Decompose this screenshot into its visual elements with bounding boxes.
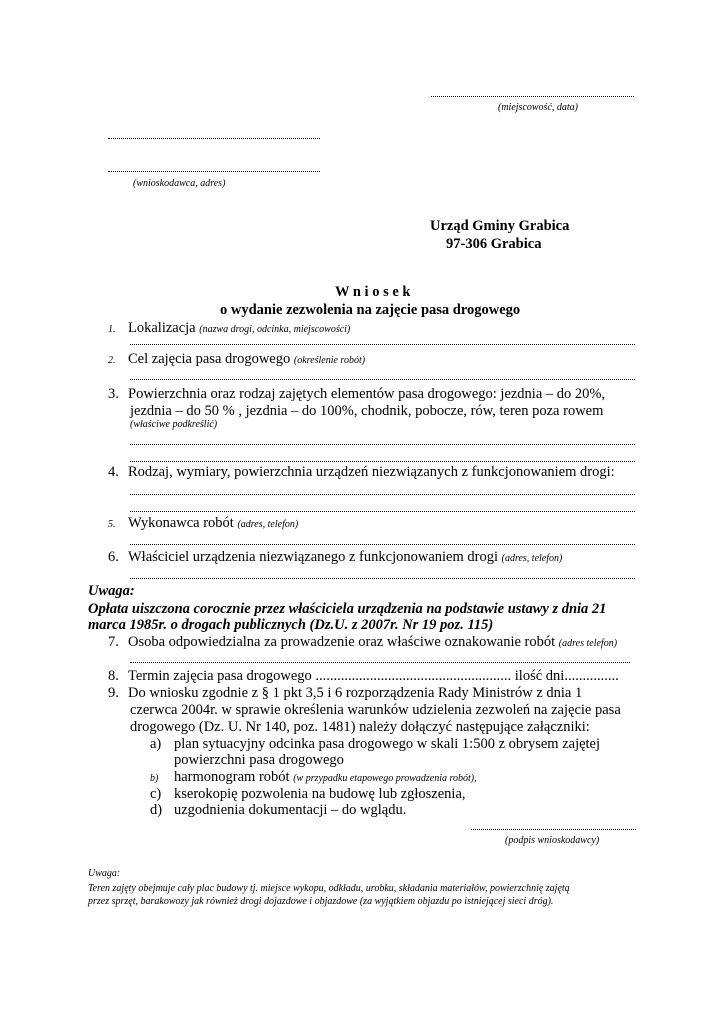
place-date-caption: (miejscowość, data) (498, 102, 578, 113)
item-1 (108, 320, 350, 337)
attachment-d-letter: d) (150, 802, 163, 818)
uwaga-label: Uwaga: (88, 583, 135, 599)
item-2 (108, 351, 365, 368)
item-5-label: Wykonawca robót (128, 515, 234, 531)
item-3 (108, 386, 605, 403)
item-4-number: 4. (108, 464, 119, 480)
item-6-field[interactable] (130, 578, 635, 579)
item-3-hint: (właściwe podkreślić) (130, 419, 218, 430)
item-9-line-3: drogowego (Dz. U. Nr 140, poz. 1481) należy dołączyć następujące załączniki: (130, 719, 590, 735)
item-3-line-1: Powierzchnia oraz rodzaj zajętych elementów pasa drogowego: jezdnia – do 20%, (128, 386, 606, 402)
item-7-hint: (adres telefon) (558, 638, 618, 649)
item-4 (108, 464, 615, 481)
attachment-a-letter: a) (150, 736, 162, 752)
item-8-days-field[interactable]: ............... (564, 668, 619, 684)
office-address: 97-306 Grabica (446, 236, 542, 252)
item-7-field[interactable] (130, 662, 630, 663)
attachment-c-letter: c) (150, 786, 162, 802)
item-8-date-field[interactable]: ...................................................... (315, 668, 512, 684)
attachment-c-label: kserokopię pozwolenia na budowę lub zgłoszenia, (174, 786, 466, 802)
item-7 (108, 634, 617, 651)
document-subtitle: o wydanie zezwolenia na zajęcie pasa drogowego (220, 302, 521, 318)
item-2-hint: (określenie robót) (293, 355, 366, 366)
item-1-field[interactable] (130, 344, 635, 345)
office-name: Urząd Gminy Grabica (430, 218, 570, 234)
item-9 (108, 685, 582, 702)
item-3-number: 3. (108, 386, 119, 402)
item-9-line-1: Do wniosku zgodnie z § 1 pkt 3,5 i 6 rozporządzenia Rady Ministrów z dnia 1 (128, 685, 583, 701)
item-9-number: 9. (108, 685, 119, 701)
item-4-label: Rodzaj, wymiary, powierzchnia urządzeń niezwiązanych z funkcjonowaniem drogi: (128, 464, 615, 480)
item-3-field-1[interactable] (130, 444, 635, 445)
attachment-b-letter: b) (150, 773, 159, 784)
item-2-field[interactable] (130, 379, 635, 380)
applicant-line-1[interactable] (108, 138, 320, 139)
item-7-number: 7. (108, 634, 119, 650)
item-9-line-2: czerwca 2004r. w sprawie określenia warunków udzielenia zezwoleń na zajęcie pasa (130, 702, 621, 718)
item-2-label: Cel zajęcia pasa drogowego (128, 351, 291, 367)
item-8 (108, 668, 619, 685)
item-6-hint: (adres, telefon) (501, 553, 563, 564)
applicant-caption: (wnioskodawca, adres) (133, 178, 226, 189)
attachment-b-hint: (w przypadku etapowego prowadzenia robót), (293, 773, 477, 784)
footer-note-line-1: Teren zajęty obejmuje cały plac budowy tj. miejsce wykopu, odkładu, urobku, składania materiałów, powierzchnię zajętą (88, 883, 570, 894)
item-8-label: Termin zajęcia pasa drogowego (128, 668, 312, 684)
attachment-b (150, 769, 477, 786)
item-7-label: Osoba odpowiedzialna za prowadzenie oraz właściwe oznakowanie robót (128, 634, 556, 650)
item-5-field[interactable] (130, 544, 635, 545)
attachment-c (150, 786, 466, 803)
item-4-field-2[interactable] (130, 511, 635, 512)
document-title: W n i o s e k (335, 284, 411, 300)
signature-field[interactable] (471, 829, 636, 830)
attachment-a-line-1: plan sytuacyjny odcinka pasa drogowego w skali 1:500 z obrysem zajętej (174, 736, 601, 752)
attachment-b-label: harmonogram robót (174, 769, 290, 785)
item-1-number: 1. (108, 324, 116, 335)
footer-note-line-2: przez sprzęt, barakowozy jak również drogi dojazdowe i objazdowe (za wyjątkiem objazdu po istniejącej sieci dróg). (88, 896, 554, 907)
attachment-a (150, 736, 600, 753)
item-1-label: Lokalizacja (128, 320, 196, 336)
attachment-d-label: uzgodnienia dokumentacji – do wglądu. (174, 802, 407, 818)
item-8-number: 8. (108, 668, 119, 684)
item-6-label: Właściciel urządzenia niezwiązanego z funkcjonowaniem drogi (128, 549, 498, 565)
item-4-field-1[interactable] (130, 494, 635, 495)
uwaga-line-1: Opłata uiszczona corocznie przez właściciela urządzenia na podstawie ustawy z dnia 21 (88, 601, 607, 617)
attachment-d (150, 802, 406, 819)
item-8-days-label: ilość dni (514, 668, 565, 684)
item-3-line-2: jezdnia – do 50 % , jezdnia – do 100%, chodnik, pobocze, rów, teren poza rowem (130, 403, 604, 419)
item-2-number: 2. (108, 355, 116, 366)
applicant-line-2[interactable] (108, 171, 320, 172)
item-3-field-2[interactable] (130, 461, 635, 462)
footer-note-label: Uwaga: (88, 868, 121, 879)
item-5 (108, 515, 298, 532)
item-1-hint: (nazwa drogi, odcinka, miejscowości) (199, 324, 351, 335)
item-5-number: 5. (108, 519, 116, 530)
signature-caption: (podpis wnioskodawcy) (505, 835, 600, 846)
item-6-number: 6. (108, 549, 119, 565)
item-6 (108, 549, 562, 566)
uwaga-line-2: marca 1985r. o drogach publicznych (Dz.U. z 2007r. Nr 19 poz. 115) (88, 617, 494, 633)
attachment-a-line-2: powierzchni pasa drogowego (174, 752, 344, 768)
item-5-hint: (adres, telefon) (237, 519, 299, 530)
place-date-field[interactable] (431, 96, 634, 97)
